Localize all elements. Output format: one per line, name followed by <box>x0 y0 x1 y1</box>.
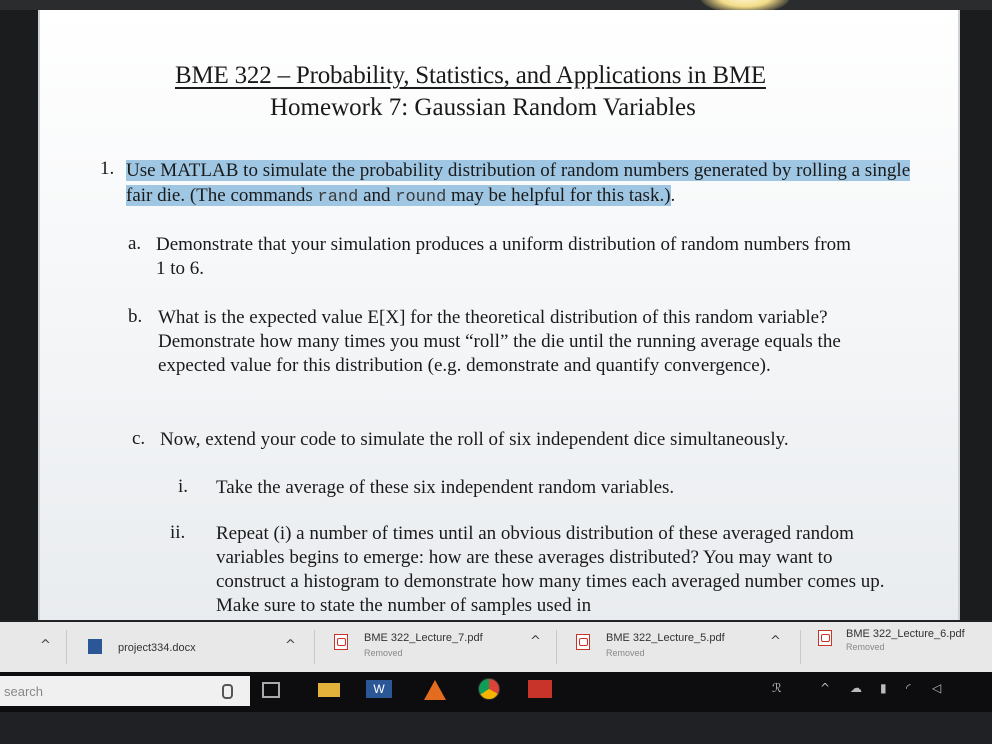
chevron-up-icon[interactable]: ^ <box>820 681 831 695</box>
chevron-up-icon[interactable]: ^ <box>40 638 51 653</box>
wifi-icon[interactable]: ◜ <box>906 681 911 695</box>
taskbar-search-box[interactable] <box>0 676 250 706</box>
item-ci-text: Take the average of these six independent random variables. <box>216 477 675 498</box>
download-name: project334.docx <box>118 642 196 654</box>
code-round: round <box>395 188 447 207</box>
search-placeholder: search <box>4 684 44 699</box>
pdf-icon <box>334 634 348 650</box>
question-1-number: 1. <box>100 158 115 179</box>
download-name: BME 322_Lecture_5.pdf <box>606 632 725 644</box>
cloud-icon[interactable]: ☁ <box>850 681 862 695</box>
battery-icon[interactable]: ▮ <box>880 681 887 695</box>
matlab-icon[interactable] <box>424 680 446 700</box>
chrome-icon[interactable] <box>478 678 500 700</box>
item-cii-text: Repeat (i) a number of times until an obvious distribution of these averaged random variables begins to emerge: how are these averages distributed? You may want to construct a histogram to demonstrate how many times each averaged number comes up. Make sure to state the number of samples used in <box>216 523 885 616</box>
task-view-icon[interactable] <box>262 682 280 698</box>
download-item-project334[interactable] <box>80 622 310 672</box>
acrobat-icon[interactable] <box>528 680 552 698</box>
item-a-text: Demonstrate that your simulation produces a uniform distribution of random numbers from 1 to 6. <box>156 234 851 279</box>
divider <box>66 630 67 664</box>
downloads-bar <box>0 622 992 672</box>
chevron-up-icon[interactable]: ^ <box>285 638 296 653</box>
download-status: Removed <box>364 648 403 658</box>
divider <box>314 630 315 664</box>
download-name: BME 322_Lecture_6.pdf <box>846 628 965 640</box>
volume-icon[interactable]: ◁ <box>932 681 942 695</box>
document-subtitle: Homework 7: Gaussian Random Variables <box>270 94 696 121</box>
item-c-text: Now, extend your code to simulate the roll of six independent dice simultaneously. <box>160 429 789 450</box>
pdf-icon <box>818 630 832 646</box>
monitor-bezel <box>0 0 992 10</box>
chevron-up-icon[interactable]: ^ <box>530 634 541 649</box>
download-item-lecture-6[interactable] <box>814 622 992 672</box>
download-item-lecture-7[interactable] <box>330 622 560 672</box>
download-status: Removed <box>606 648 645 658</box>
people-icon[interactable]: ℛ <box>772 681 782 695</box>
document-title: BME 322 – Probability, Statistics, and Applications in BME <box>175 62 766 89</box>
download-name: BME 322_Lecture_7.pdf <box>364 632 483 644</box>
highlighted-text: Use MATLAB to simulate the probability distribution of random numbers generated by rolling a single fair die. (The commands rand and round may be helpful for this task.) <box>126 160 911 207</box>
download-item-lecture-5[interactable] <box>572 622 802 672</box>
document-page <box>38 10 960 620</box>
divider <box>556 630 557 664</box>
question-1-text: Use MATLAB to simulate the probability distribution of random numbers generated by rolling a single fair die. (The commands rand and round may be helpful for this task.). <box>126 160 911 207</box>
microphone-icon[interactable] <box>222 684 233 699</box>
file-explorer-icon[interactable] <box>318 683 340 697</box>
item-b-label: b. <box>128 306 143 327</box>
download-status: Removed <box>846 642 885 652</box>
item-b-text: What is the expected value E[X] for the theoretical distribution of this random variable? Demonstrate how many times you must “roll” the die until the running average equals the expected value for this distribution (e.g. demonstrate and quantify convergence). <box>158 307 841 376</box>
code-rand: rand <box>317 188 359 207</box>
item-a-label: a. <box>128 233 142 254</box>
item-cii-label: ii. <box>170 522 186 543</box>
pdf-icon <box>576 634 590 650</box>
word-icon <box>88 639 102 654</box>
item-c-label: c. <box>132 428 146 449</box>
item-ci-label: i. <box>178 476 189 497</box>
divider <box>800 630 801 664</box>
chevron-up-icon[interactable]: ^ <box>770 634 781 649</box>
word-app-icon[interactable]: W <box>366 680 392 698</box>
